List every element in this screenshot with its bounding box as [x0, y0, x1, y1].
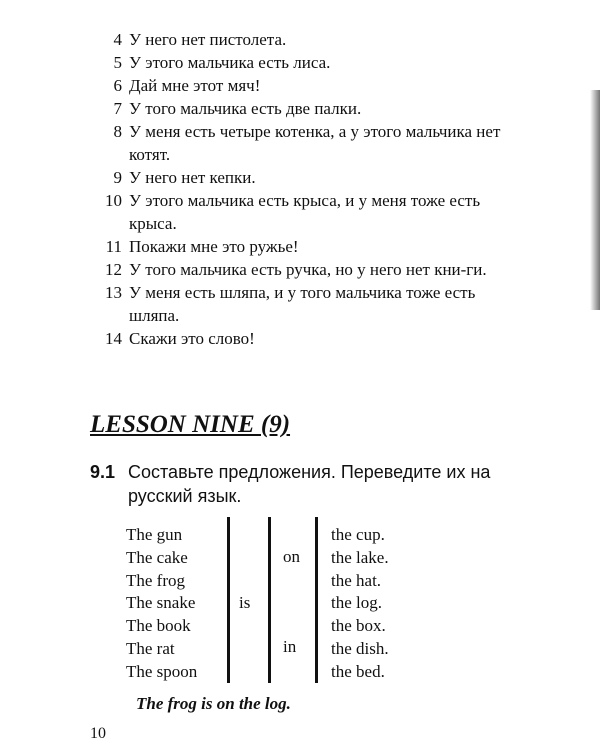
subject-cell: The cake — [126, 547, 188, 567]
list-item — [98, 166, 518, 189]
item-number: 7 — [113, 99, 122, 118]
objects-column — [331, 524, 389, 684]
list-item — [98, 97, 518, 120]
exercise-heading — [90, 460, 520, 508]
item-text: У меня есть шляпа, и у того мальчика тоже есть шляпа. — [129, 283, 476, 325]
object-cell: the bed. — [331, 661, 385, 681]
list-item — [98, 51, 518, 74]
item-text: У него нет кепки. — [129, 168, 256, 187]
list-item — [98, 235, 518, 258]
item-number: 6 — [113, 76, 122, 95]
item-text: У этого мальчика есть лиса. — [129, 53, 331, 72]
subject-cell: The spoon — [126, 661, 198, 681]
item-text: У того мальчика есть ручка, но у него нет кни-ги. — [129, 260, 487, 279]
object-cell: the hat. — [331, 570, 382, 590]
item-number: 10 — [105, 191, 122, 210]
item-text: У того мальчика есть две палки. — [129, 99, 362, 118]
item-number: 5 — [113, 53, 122, 72]
preposition-on: on — [283, 547, 300, 566]
object-cell: the cup. — [331, 525, 385, 544]
item-text: Скажи это слово! — [129, 329, 255, 348]
list-item — [98, 327, 518, 350]
lesson-title: LESSON NINE (9) — [90, 411, 291, 438]
subjects-column — [126, 524, 197, 684]
sentence-list — [98, 28, 518, 350]
item-number: 12 — [105, 260, 122, 279]
object-cell: the dish. — [331, 638, 389, 658]
column-divider — [268, 517, 271, 683]
subject-cell: The frog — [126, 570, 186, 590]
page-number: 10 — [90, 725, 106, 742]
item-text: У него нет пистолета. — [129, 30, 287, 49]
subject-cell: The gun — [126, 525, 183, 544]
subject-cell: The book — [126, 616, 191, 636]
page-edge-shadow — [590, 90, 600, 310]
subject-cell: The snake — [126, 593, 196, 613]
item-number: 14 — [105, 329, 122, 348]
item-text: У этого мальчика есть крыса, и у меня тоже есть крыса. — [129, 191, 481, 233]
list-item — [98, 189, 518, 235]
object-cell: the box. — [331, 616, 386, 636]
column-divider — [227, 517, 230, 683]
column-divider — [315, 517, 318, 683]
item-number: 9 — [113, 168, 122, 187]
list-item — [98, 28, 518, 51]
item-number: 13 — [105, 283, 122, 302]
item-number: 11 — [105, 237, 122, 256]
list-item — [98, 281, 518, 327]
verb-cell: is — [239, 593, 251, 612]
object-cell: the lake. — [331, 547, 389, 567]
list-item — [98, 258, 518, 281]
list-item — [98, 74, 518, 97]
preposition-in: in — [283, 637, 297, 656]
item-text: Дай мне этот мяч! — [129, 76, 261, 95]
item-number: 4 — [113, 30, 122, 49]
object-cell: the log. — [331, 593, 382, 613]
item-text: У меня есть четыре котенка, а у этого мальчика нет котят. — [129, 122, 501, 164]
item-text: Покажи мне это ружье! — [129, 237, 299, 256]
subject-cell: The rat — [126, 638, 175, 658]
item-number: 8 — [113, 122, 122, 141]
example-sentence: The frog is on the log. — [136, 694, 291, 713]
list-item — [98, 120, 518, 166]
exercise-number: 9.1 — [90, 462, 116, 482]
exercise-instruction: Составьте предложения. Переведите их на русский язык. — [128, 462, 491, 506]
